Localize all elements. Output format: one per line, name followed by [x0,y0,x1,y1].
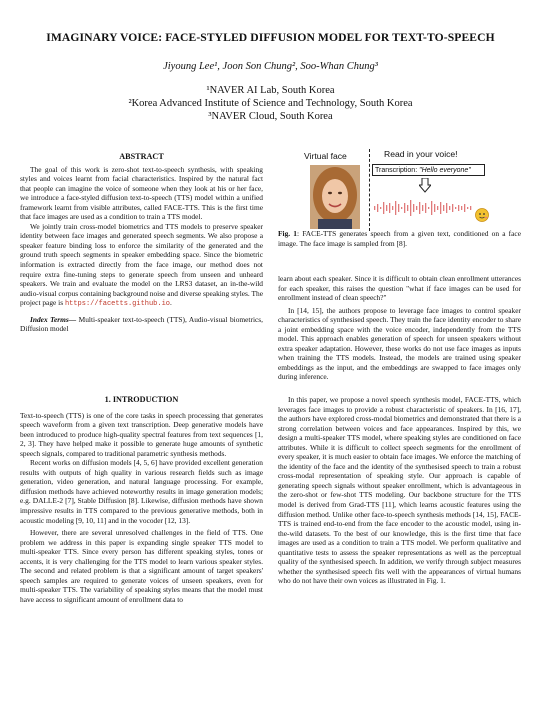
down-arrow-icon [419,178,431,193]
face-image [310,165,360,229]
affiliation-3: ³NAVER Cloud, South Korea [208,111,333,122]
abstract-paragraph-2: We jointly train cross-model biometrics and TTS models to preserve speaker identity between face images and generated speech segments. We also propose a speaker feature binding loss to enforce the similarity of the generated and the ground truth speech segments in speaker embedding space. Since the biometric information is extracted directly from the face image, our method does not require extra fine-tuning steps to generate speech from unseen and unheard speakers. We train and evaluate the model on the LRS3 dataset, an in-the-wild audio-visual corpus containing background noise and diverse speaking styles. The project page is https://facetts.github.io. [20,221,263,309]
speech-waveform-icon [370,193,490,223]
project-url-link[interactable]: https://facetts.github.io [64,300,170,309]
right-paragraph-2: In [14, 15], the authors propose to leverage face images to control speaker characteristics of synthesised speech. They train the face identity encoder to share a joint embedding space with the voice encoder, independently from the TTS model. This approach enables generation of speech for unseen speakers without extra speaker adaptation. However, these works do not use face images as inputs when training the TTS models. Instead, the models are trained using speaker embeddings as the input, and the embeddings are swapped to face images only during inference. [278,305,521,382]
abstract-section [20,152,263,334]
paper-authors: Jiyoung Lee¹, Joon Son Chung², Soo-Whan Chung³ [163,61,378,72]
affiliation-2: ²Korea Advanced Institute of Science and Technology, South Korea [128,98,413,109]
right-paragraph-3: In this paper, we propose a novel speech synthesis model, FACE-TTS, which leverages face images to provide a robust characteristic of speakers. In [16, 17], the authors have explored cross-modal biometrics and demonstrated that there is a strong correlation between voices and face appearances. Inspired by this, we design a multi-speaker TTS model, where speaking styles are conditioned on face attributes. While it is difficult to collect speech segments for the enrollment of every speaker, it is much easier to obtain face images. We enforce the matching of the identity of the face and the identity of the synthesised speech to train a robust cross-modal representation of speaking style. Our approach is capable of generating speech signals without speaker enrollment, which is advantageous in the zero-shot or few-shot TTS modeling. Our backbone structure for the TTS model is derived from Grad-TTS [11], which learns acoustic features using the diffusion method. Unlike other face-to-speech synthesis methods [14, 15], FACE-TTS is trained end-to-end from the face encoder to the acoustic model, using in-the-wild datasets. To the best of our knowledge, this is the first time that face images are used as a condition to train a TTS model. We perform qualitative and quantitative tests to assess the speaker representations as well as the perceptual quality of the synthesised speech. In addition, we verify through subject measures whether the synthesised speech fits well with the appearances of virtual humans who do not have their own voices as illustrated in Fig. 1. [278,395,521,586]
affiliation-1: ¹NAVER AI Lab, South Korea [206,85,335,96]
virtual-face-label: Virtual face [304,151,347,161]
intro-paragraph-1: Text-to-speech (TTS) is one of the core tasks in speech processing that generates speech waveform from a given text transcription. Deep generative models have been introduced to produce high-quality spectral features from text sequences [1, 2, 3]. They have helped make it possible to generate huge amounts of synthetic speech signals, compared to traditional parametric synthesis methods. [20,410,263,458]
intro-paragraph-3: However, there are several unresolved challenges in the field of TTS. One problem we address in this paper is expanding single speaker TTS model to multi-speaker TTS. Since every person has different speaking styles, tones or accents, it is very challenging for the TTS model to learn various speaker styles. The second and related problem is that a significant amount of target speakers' speech samples are required to generate voices of unseen speakers, even for multi-speaker TTS. The variability of speaking styles means that the model must have access to significant amount of enrollment data to [20,528,263,604]
introduction-heading: 1. INTRODUCTION [104,395,179,404]
right-column-text [278,274,521,586]
abstract-heading: ABSTRACT [119,152,164,161]
transcription-box: Transcription: "Hello everyone" [372,164,485,176]
paper-title: IMAGINARY VOICE: FACE-STYLED DIFFUSION MODEL FOR TEXT-TO-SPEECH [46,31,495,44]
figure-1 [300,149,500,231]
abstract-paragraph-1: The goal of this work is zero-shot text-to-speech synthesis, with speaking styles and voices learnt from facial characteristics. Inspired by the natural fact that people can imagine the voice of someone when they look at his or her face, we introduce a face-styled diffusion text-to-speech (TTS) model within a unified framework learnt from visible attributes, called FACE-TTS. This is the first time that face images are used as a condition to train a TTS model. [20,164,263,222]
figure-1-caption: Fig. 1: FACE-TTS generates speech from a given text, conditioned on a face image. The face image is sampled from [8]. [278,229,521,248]
read-in-your-voice-label: Read in your voice! [384,149,458,159]
right-paragraph-1: learn about each speaker. Since it is difficult to obtain clean enrollment utterances for each speaker, this raises the question "what if face images can be used for enrollment instead of clean speech?" [278,274,521,303]
index-terms: Index Terms— Multi-speaker text-to-speech (TTS), Audio-visual biometrics, Diffusion model [20,314,264,334]
intro-paragraph-2: Recent works on diffusion models [4, 5, 6] have provided excellent generation results with outputs of high quality in various research fields such as image generation, video generation, and natural language processing. For example, diffusion methods have achieved noteworthy results in image generation models; e.g. DALLE-2 [7], Stable Diffusion [8]. Likewise, diffusion methods have shown impressive results in TTS compared to the previous generative methods, both in acoustic modeling [9, 10, 11] and in the vocoder [12, 13]. [20,458,263,525]
introduction-section [20,395,263,604]
